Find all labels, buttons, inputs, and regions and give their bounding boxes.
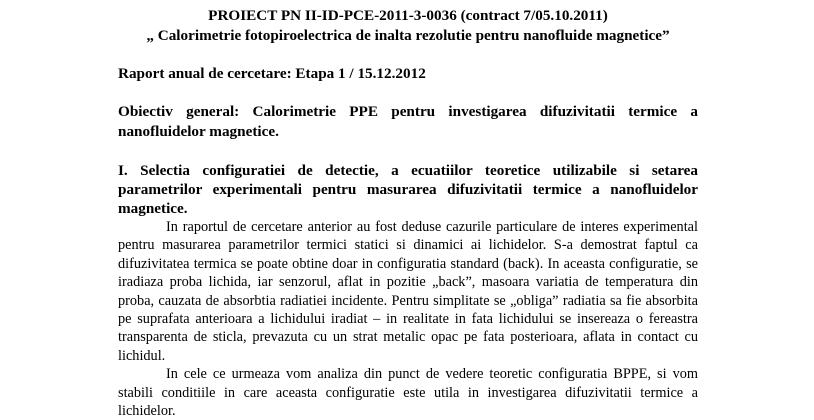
project-title: „ Calorimetrie fotopiroelectrica de inalta rezolutie pentru nanofluide magnetice” [146,27,670,44]
report-heading: Raport anual de cercetare: Etapa 1 / 15.12.2012 [118,65,426,82]
section-title: I. Selectia configuratiei de detectie, a ecuatiilor teoretice utilizabile si setarea parametrilor experimentali pentru masurarea difuzivitatii termice a nanofluidelor magnetice. [118,162,698,217]
general-objective: Obiectiv general: Calorimetrie PPE pentru investigarea difuzivitatii termice a nanofluidelor magnetice. [118,103,698,140]
document-page [118,6,698,420]
project-line: PROIECT PN II-ID-PCE-2011-3-0036 (contract 7/05.10.2011) [208,7,608,24]
body-paragraph-2: In cele ce urmeaza vom analiza din punct de vedere teoretic configuratia BPPE, si vom stabili conditiile in care aceasta configuratie este utila in investigarea difuzivitatii termice a lichidelor. [118,366,698,420]
body-paragraph-1: In raportul de cercetare anterior au fost deduse cazurile particulare de interes experimental pentru masurarea parametrilor termici statici si dinamici ai lichidelor. S-a demostrat faptul ca difuzivitatea termica se poate obtine doar in configuratia standard (back). In aceasta configuratie, se iradiaza proba lichida, iar senzorul, aflat in pozitie „back”, masoara variatia de temperatura din proba, cauzata de absorbtia radiatiei incidente. Pentru simplitate se „obliga” radiatia sa fie absorbita pe suprafata anterioara a lichidului iradiat – in realitate in fata lichidului se insereaza o fereastra transparenta de sticla, prevazuta cu un strat metalic opac pe fata posterioara, aflata in contact cu lichidul. [118,219,698,364]
